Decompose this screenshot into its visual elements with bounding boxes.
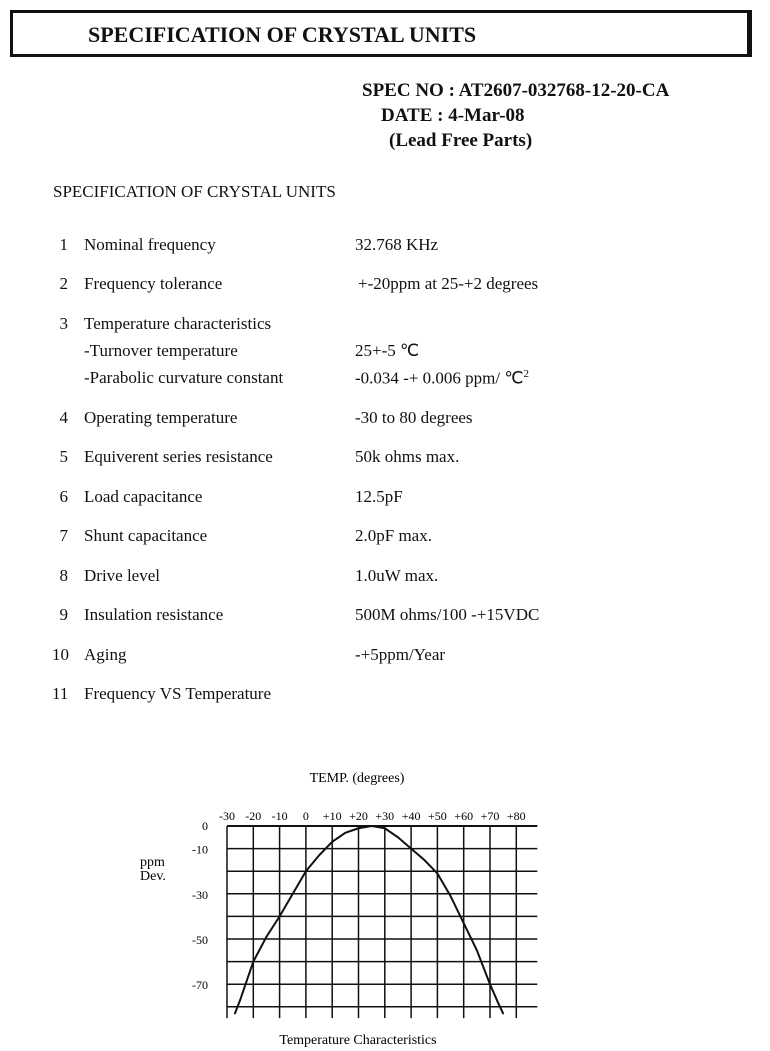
- data-point: [266, 936, 268, 938]
- x-tick-label: +50: [428, 809, 447, 823]
- item-number: 1: [59, 235, 68, 254]
- item-value-text: 1.0uW max.: [355, 566, 439, 585]
- x-tick-label: +70: [480, 809, 500, 823]
- data-point: [292, 893, 294, 895]
- spec-number: SPEC NO : AT2607-032768-12-20-CA: [362, 80, 670, 101]
- spec-item: [0, 526, 770, 548]
- x-tick-label: -30: [219, 809, 235, 823]
- item-value-text: 12.5pF: [355, 487, 403, 506]
- item-label: Frequency tolerance: [84, 274, 223, 293]
- data-point: [397, 837, 399, 839]
- item-value-text: 50k ohms max.: [355, 447, 460, 466]
- item-value: [355, 408, 473, 428]
- chart-title: TEMP. (degrees): [309, 771, 405, 786]
- item-label: Drive level: [84, 566, 160, 585]
- data-point: [489, 983, 491, 985]
- item-value: [355, 487, 403, 507]
- item-value: [355, 566, 438, 586]
- x-tick-label: 0: [302, 809, 309, 823]
- data-point: [234, 1013, 236, 1015]
- x-tick-label: +10: [322, 809, 342, 823]
- item-value-text: -0.034 -+ 0.006 ppm/ ℃: [355, 368, 524, 388]
- item-number: 5: [59, 447, 68, 466]
- x-tick-label: +30: [375, 809, 395, 823]
- item-value: [355, 368, 529, 389]
- item-value: [355, 605, 539, 625]
- data-point: [450, 895, 452, 897]
- data-point: [410, 848, 412, 850]
- data-point: [371, 825, 373, 827]
- spec-item: [0, 368, 770, 390]
- item-label: -Turnover temperature: [84, 341, 238, 360]
- item-number: 7: [59, 526, 68, 545]
- title-box: [10, 10, 752, 57]
- item-value-text: -+5ppm/Year: [355, 645, 446, 664]
- y-axis-label: ppm: [140, 855, 165, 870]
- data-point: [497, 1001, 499, 1003]
- item-label: Operating temperature: [84, 408, 238, 427]
- spec-item: [0, 487, 770, 509]
- data-point: [463, 922, 465, 924]
- data-point: [279, 916, 281, 918]
- data-point: [437, 873, 439, 875]
- item-label: Aging: [84, 645, 127, 664]
- x-axis-label: Temperature Characteristics: [279, 1033, 437, 1048]
- item-label: Load capacitance: [84, 487, 203, 506]
- item-number: 11: [52, 684, 69, 703]
- data-point: [253, 961, 255, 963]
- x-tick-label: +80: [506, 809, 526, 823]
- item-value-text: +-20ppm at 25-+2 degrees: [358, 274, 539, 293]
- spec-item: [0, 605, 770, 627]
- item-number: 8: [59, 566, 68, 585]
- y-tick-label: -30: [192, 887, 208, 902]
- data-point: [318, 855, 320, 857]
- item-label: Equiverent series resistance: [84, 447, 273, 466]
- item-value-text: 500M ohms/100 -+15VDC: [355, 605, 540, 624]
- item-number: 10: [52, 645, 69, 664]
- x-tick-label: -10: [271, 809, 288, 823]
- data-point: [476, 950, 478, 952]
- item-value: [355, 526, 432, 546]
- spec-item: [0, 274, 770, 296]
- item-value-text: -30 to 80 degrees: [355, 408, 473, 427]
- item-value: [355, 235, 438, 255]
- y-tick-label: 0: [202, 819, 208, 833]
- data-point: [331, 841, 333, 843]
- item-value: [355, 645, 445, 665]
- section-title: SPECIFICATION OF CRYSTAL UNITS: [53, 182, 336, 201]
- item-label: Insulation resistance: [84, 605, 224, 624]
- data-point: [345, 832, 347, 834]
- spec-date: DATE : 4-Mar-08: [381, 105, 525, 126]
- y-tick-label: -50: [192, 933, 208, 947]
- spec-item: [0, 447, 770, 469]
- item-value: [355, 447, 459, 467]
- spec-item: [0, 645, 770, 667]
- lead-free-note: (Lead Free Parts): [389, 130, 533, 151]
- data-point: [423, 859, 425, 861]
- data-point: [358, 827, 360, 829]
- spec-item: [0, 408, 770, 430]
- item-number: 2: [59, 274, 68, 293]
- x-tick-label: +60: [454, 809, 474, 823]
- spec-item: [0, 684, 770, 706]
- item-label: -Parabolic curvature constant: [84, 368, 284, 387]
- data-point: [239, 999, 241, 1001]
- item-value-text: 25+-5 ℃: [355, 341, 420, 360]
- x-tick-label: +40: [401, 809, 421, 823]
- y-tick-label: -70: [192, 978, 208, 993]
- item-value-text: 2.0pF max.: [355, 526, 432, 545]
- spec-item: [0, 314, 770, 336]
- item-number: 3: [59, 314, 68, 333]
- item-label: Frequency VS Temperature: [84, 684, 272, 703]
- item-number: 4: [59, 408, 68, 427]
- superscript: 2: [523, 368, 529, 380]
- spec-item: [0, 341, 770, 363]
- spec-item: [0, 235, 770, 257]
- item-label: Temperature characteristics: [84, 314, 272, 333]
- item-number: 9: [59, 605, 68, 624]
- y-axis-label: Dev.: [140, 869, 166, 884]
- y-tick-label: -10: [192, 842, 208, 857]
- x-tick-label: -20: [245, 809, 262, 823]
- item-label: Nominal frequency: [84, 235, 216, 254]
- document-title: SPECIFICATION OF CRYSTAL UNITS: [88, 22, 477, 47]
- item-number: 6: [59, 487, 68, 506]
- item-value: [358, 274, 538, 294]
- frequency-curve: [235, 826, 503, 1014]
- item-value-text: 32.768 KHz: [355, 235, 439, 254]
- data-point: [384, 827, 386, 829]
- data-point: [502, 1013, 504, 1015]
- item-value: [355, 341, 419, 361]
- x-tick-label: +20: [349, 809, 368, 823]
- data-point: [305, 870, 307, 872]
- item-label: Shunt capacitance: [84, 526, 208, 545]
- spec-item: [0, 566, 770, 588]
